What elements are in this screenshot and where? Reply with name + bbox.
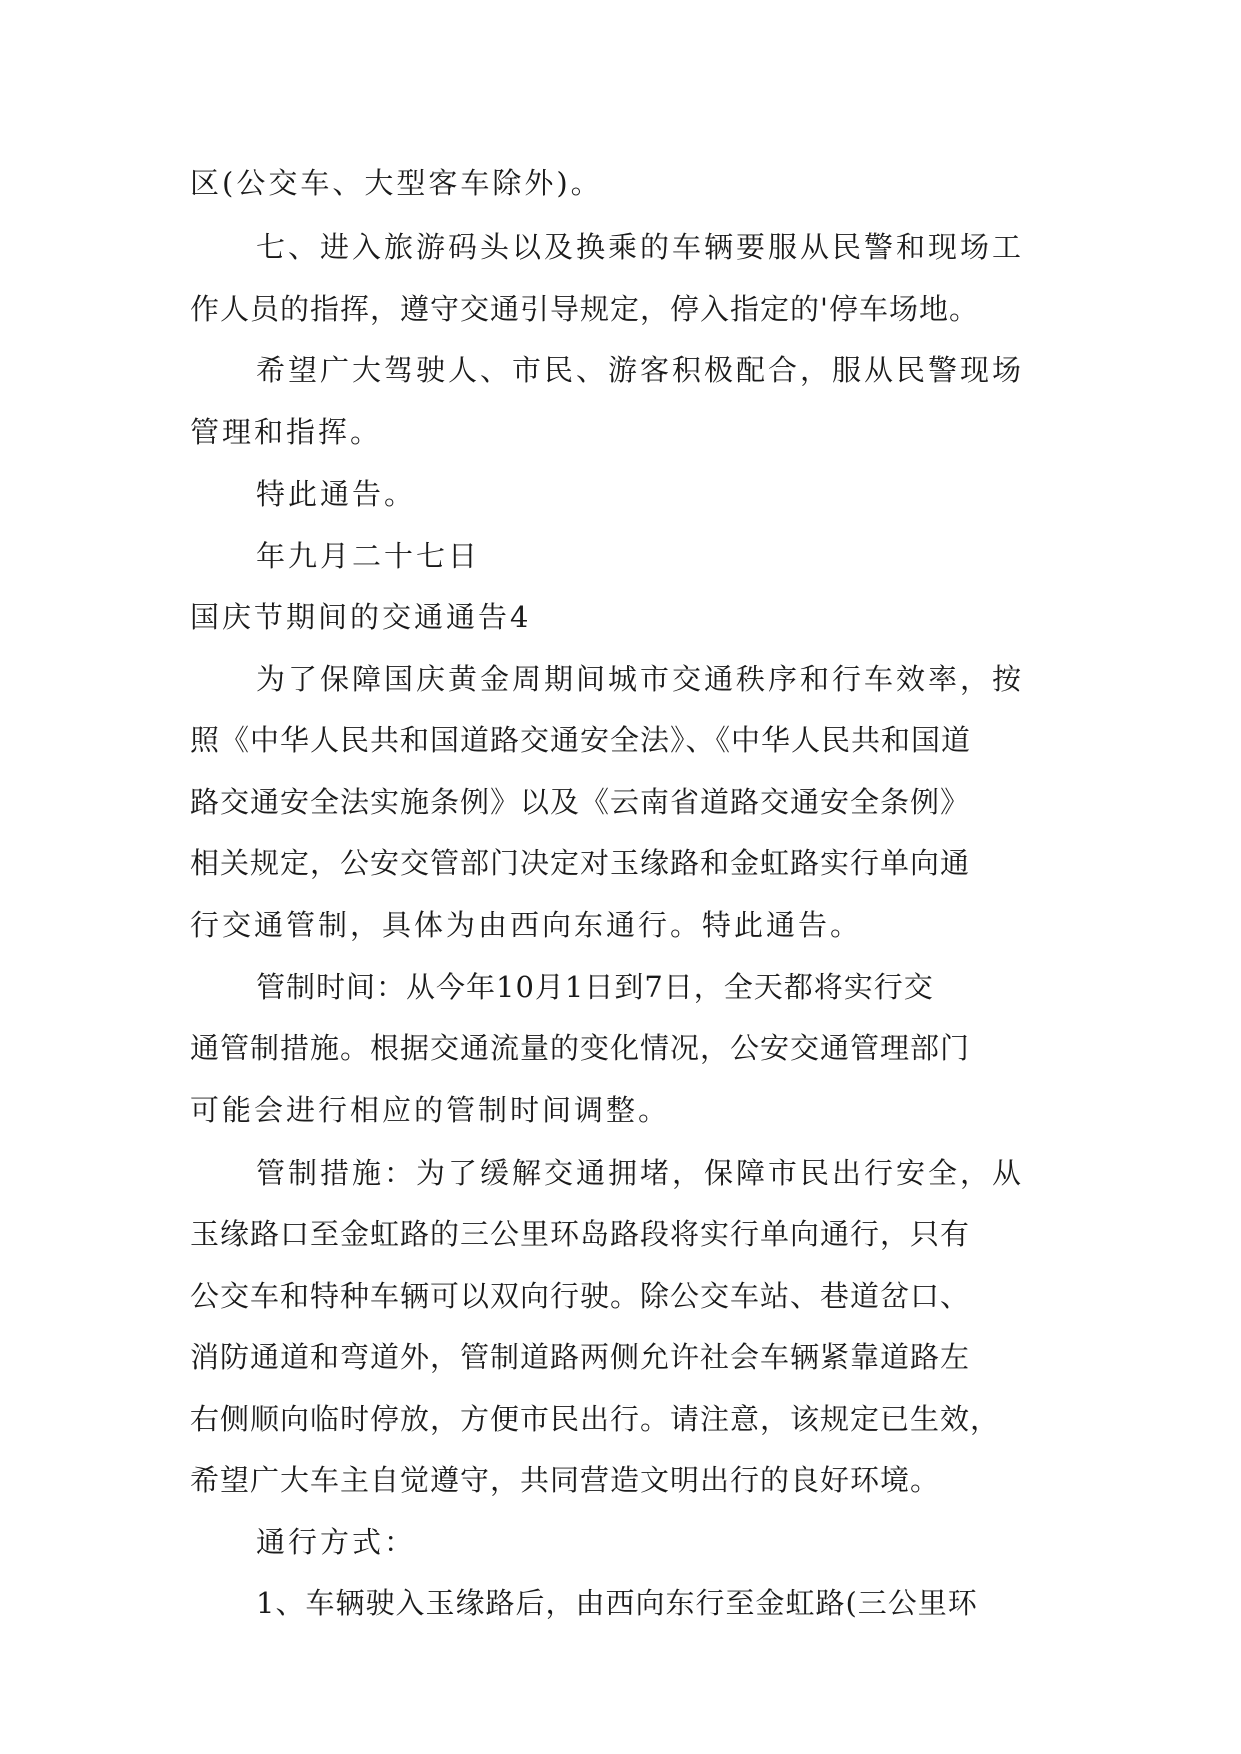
paragraph-line: 1、车辆驶入玉缘路后，由西向东行至金虹路(三公里环 bbox=[256, 1586, 978, 1620]
paragraph-line: 七、进入旅游码头以及换乘的车辆要服从民警和现场工 bbox=[256, 230, 1025, 264]
text-line: 路交通安全法实施条例》以及《云南省道路交通安全条例》 bbox=[190, 785, 971, 819]
paragraph-line: 管制措施：为了缓解交通拥堵，保障市民出行安全，从 bbox=[256, 1156, 1025, 1190]
text-line: 管理和指挥。 bbox=[190, 415, 383, 449]
paragraph-line: 特此通告。 bbox=[256, 477, 417, 511]
text-line: 行交通管制，具体为由西向东通行。特此通告。 bbox=[190, 908, 863, 942]
text-line: 公交车和特种车辆可以双向行驶。除公交车站、巷道岔口、 bbox=[190, 1279, 971, 1313]
text-line: 玉缘路口至金虹路的三公里环岛路段将实行单向通行，只有 bbox=[190, 1217, 971, 1251]
text-line: 照《中华人民共和国道路交通安全法》、《中华人民共和国道 bbox=[190, 723, 972, 757]
text-line: 通管制措施。根据交通流量的变化情况，公安交通管理部门 bbox=[190, 1031, 971, 1065]
paragraph-line: 管制时间：从今年10月1日到7日，全天都将实行交 bbox=[256, 970, 934, 1004]
paragraph-line: 为了保障国庆黄金周期间城市交通秩序和行车效率，按 bbox=[256, 662, 1025, 696]
text-line: 希望广大车主自觉遵守，共同营造文明出行的良好环境。 bbox=[190, 1463, 941, 1497]
section-heading: 国庆节期间的交通通告4 bbox=[190, 600, 532, 634]
text-line: 区(公交车、大型客车除外)。 bbox=[190, 166, 603, 200]
paragraph-line: 通行方式： bbox=[256, 1525, 417, 1559]
date-line: 年九月二十七日 bbox=[256, 539, 481, 573]
text-line: 相关规定，公安交管部门决定对玉缘路和金虹路实行单向通 bbox=[190, 846, 971, 880]
paragraph-line: 希望广大驾驶人、市民、游客积极配合，服从民警现场 bbox=[256, 353, 1025, 387]
text-line: 作人员的指挥，遵守交通引导规定，停入指定的'停车场地。 bbox=[190, 292, 979, 326]
text-line: 可能会进行相应的管制时间调整。 bbox=[190, 1093, 671, 1127]
text-line: 消防通道和弯道外，管制道路两侧允许社会车辆紧靠道路左 bbox=[190, 1340, 971, 1374]
text-line: 右侧顺向临时停放，方便市民出行。请注意，该规定已生效， bbox=[190, 1402, 1001, 1436]
